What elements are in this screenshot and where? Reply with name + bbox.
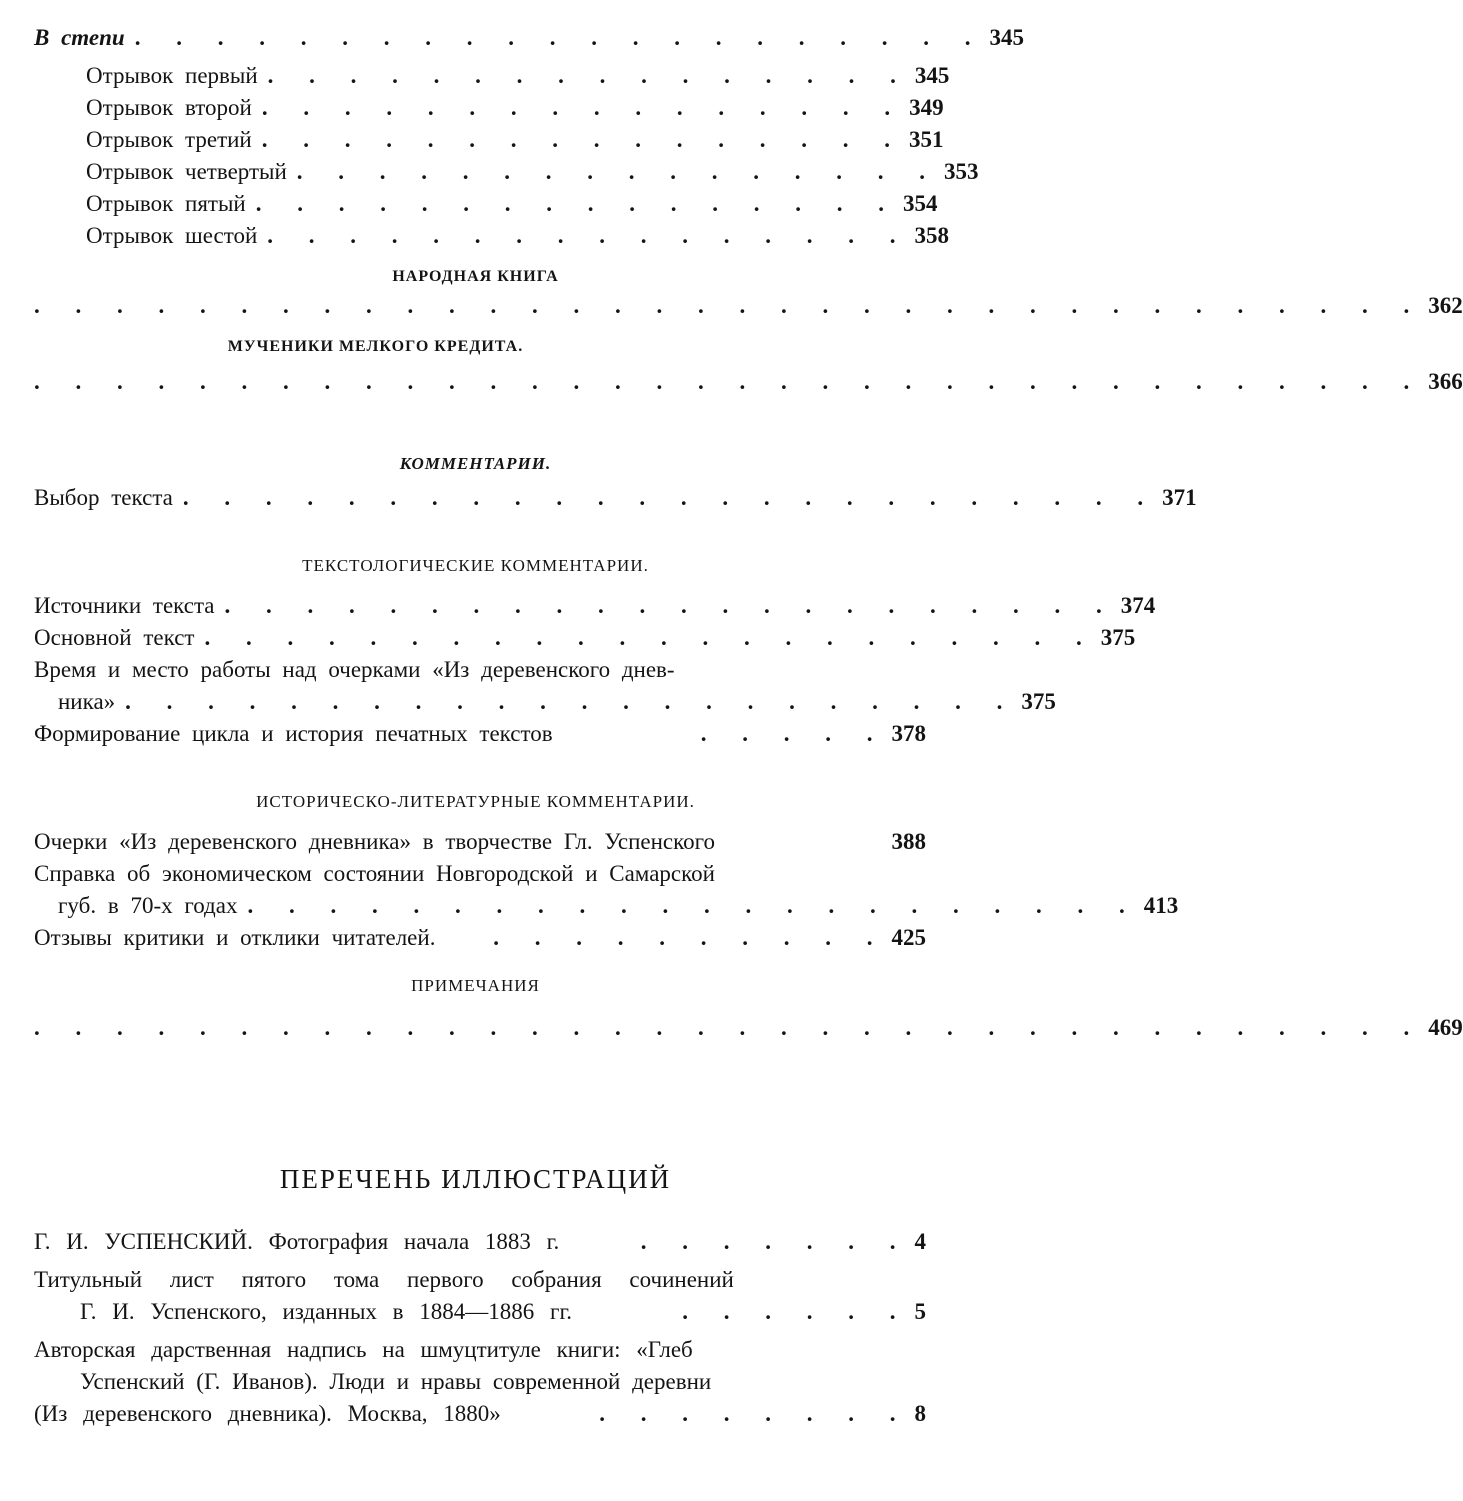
leader-dots: . . . . . . . . . . . . . . . . . . . . . . (204, 625, 1097, 650)
section-heading-historical: ИСТОРИЧЕСКО-ЛИТЕРАТУРНЫЕ КОММЕНТАРИИ. (256, 792, 695, 811)
leader-dots: . . . . . . (682, 1299, 911, 1324)
illustration-entry-2[interactable] (80, 1296, 926, 1328)
toc-entry-page: 362 (1428, 293, 1463, 318)
leader-dots: . . . . . . . . . . . . . . . . . . . . . . (247, 893, 1140, 918)
toc-entry-label: Основной текст (34, 625, 195, 650)
toc-entry-narodnaya-kniga[interactable] (34, 290, 1463, 322)
toc-entry-page: 354 (902, 191, 938, 216)
toc-entry-muchenik[interactable] (34, 366, 1463, 398)
toc-entry-page: 374 (1120, 593, 1156, 618)
toc-entry-fragment[interactable] (86, 60, 950, 92)
toc-entry-label: Очерки «Из деревенского дневника» в творчестве Гл. Успенского (34, 829, 715, 854)
toc-entry-label: Отрывок третий (86, 127, 252, 152)
toc-entry-label: ника» (58, 689, 116, 714)
toc-entry-fragment[interactable] (86, 220, 950, 252)
toc-entry-fragment[interactable] (86, 156, 979, 188)
toc-entry-fragment[interactable] (86, 92, 944, 124)
leader-dots: . . . . . . . (640, 1229, 911, 1254)
toc-entry-label: Отрывок четвертый (86, 159, 287, 184)
toc-entry-label: Отрывок первый (86, 63, 258, 88)
toc-entry-page: 371 (1162, 485, 1197, 510)
leader-dots: . . . . . . . . . . . . . . . . . . . . . . . . . . . . . . . . . . (34, 1015, 1425, 1040)
illustration-entry-3[interactable] (34, 1398, 926, 1430)
toc-entry-osnovnoy[interactable] (34, 622, 1136, 654)
toc-entry-fragment[interactable] (86, 124, 944, 156)
toc-entry-spravka[interactable] (58, 890, 1179, 922)
leader-dots: . . . . . . . . . . . . . . . . (255, 191, 899, 216)
toc-entry-otzyvy[interactable] (34, 922, 926, 954)
toc-entry-page: 366 (1428, 369, 1463, 394)
toc-entry-notes[interactable] (34, 1012, 1463, 1044)
toc-entry-label: губ. в 70-х годах (58, 893, 238, 918)
illustration-entry-3-line1: Авторская дарственная надпись на шмуцтитуле книги: «Глеб (34, 1337, 693, 1362)
leader-dots: . . . . . . . . . . . . . . . . . . . . . . (125, 689, 1018, 714)
toc-entry-page: 345 (989, 25, 1024, 50)
illustration-page: 8 (914, 1401, 926, 1426)
toc-entry-label: Формирование цикла и история печатных текстов (34, 721, 553, 746)
leader-dots: . . . . . . . . (599, 1401, 911, 1426)
toc-entry-ocherki[interactable] (34, 826, 926, 858)
toc-entry-vremya-line1: Время и место работы над очерками «Из деревенского днев- (34, 657, 675, 682)
illustration-label: Г. И. Успенского, изданных в 1884—1886 гг. (80, 1299, 573, 1324)
leader-dots: . . . . . . . . . . (493, 925, 888, 950)
section-heading-muchenik: МУЧЕНИКИ МЕЛКОГО КРЕДИТА. (227, 338, 524, 355)
toc-entry-label: Источники текста (34, 593, 215, 618)
leader-dots: . . . . . . . . . . . . . . . . (261, 127, 905, 152)
section-heading-notes: ПРИМЕЧАНИЯ (411, 976, 540, 995)
toc-entry-vybor-teksta[interactable] (34, 482, 1197, 514)
illustrations-heading: ПЕРЕЧЕНЬ ИЛЛЮСТРАЦИЙ (279, 1164, 672, 1194)
leader-dots: . . . . . . . . . . . . . . . . . . . . . . . . . . . . . . . . . . (34, 293, 1425, 318)
toc-entry-formirovanie[interactable] (34, 718, 926, 750)
toc-entry-label: Отрывок второй (86, 95, 252, 120)
leader-dots: . . . . . . . . . . . . . . . . (296, 159, 941, 184)
illustration-label: (Из деревенского дневника). Москва, 1880» (34, 1401, 501, 1426)
toc-entry-page: 345 (914, 63, 950, 88)
toc-entry-page: 375 (1021, 689, 1056, 714)
toc-entry-label: Отрывок пятый (86, 191, 246, 216)
section-heading-narodnaya-kniga: НАРОДНАЯ КНИГА (392, 268, 559, 285)
illustration-label: Г. И. УСПЕНСКИЙ. Фотография начала 1883 г. (34, 1229, 560, 1254)
toc-entry-label: Отзывы критики и отклики читателей. (34, 925, 436, 950)
illustration-entry-1[interactable] (34, 1226, 926, 1258)
leader-dots: . . . . . . . . . . . . . . . . (267, 223, 911, 248)
toc-entry-page: 349 (909, 95, 944, 120)
leader-dots: . . . . . . . . . . . . . . . . (267, 63, 911, 88)
toc-entry-label: Выбор текста (34, 485, 173, 510)
toc-entry-istochniki[interactable] (34, 590, 1156, 622)
leader-dots: . . . . . . . . . . . . . . . . . . . . . (134, 25, 986, 50)
toc-entry-page: 413 (1143, 893, 1179, 918)
section-heading-comments: КОММЕНТАРИИ. (399, 454, 552, 473)
leader-dots: . . . . . . . . . . . . . . . . . . . . . . . . . . . . . . . . . . (34, 369, 1425, 394)
illustration-entry-3-line2: Успенский (Г. Иванов). Люди и нравы современной деревни (80, 1369, 712, 1394)
toc-entry-page: 469 (1428, 1015, 1463, 1040)
toc-entry-page: 375 (1100, 625, 1136, 650)
toc-entry-vremya[interactable] (58, 686, 1056, 718)
toc-entry-label: Отрывок шестой (86, 223, 258, 248)
toc-entry-fragment[interactable] (86, 188, 938, 220)
section-heading-textological: ТЕКСТОЛОГИЧЕСКИЕ КОММЕНТАРИИ. (302, 556, 649, 575)
toc-entry-page: 353 (944, 159, 979, 184)
illustration-entry-2-line1: Титульный лист пятого тома первого собрания сочинений (34, 1267, 734, 1292)
illustration-page: 4 (914, 1229, 926, 1254)
toc-entry-spravka-line1: Справка об экономическом состоянии Новгородской и Самарской (34, 861, 715, 886)
leader-dots: . . . . . . . . . . . . . . . . . . . . . . . . (182, 485, 1159, 510)
illustration-page: 5 (914, 1299, 926, 1324)
toc-entry-page: 425 (891, 925, 926, 950)
toc-entry-page: 388 (891, 829, 926, 854)
toc-entry-page: 378 (891, 721, 926, 746)
leader-dots: . . . . . . . . . . . . . . . . . . . . . . (224, 593, 1117, 618)
toc-entry-page: 351 (908, 127, 944, 152)
toc-entry-label: В степи (34, 25, 125, 50)
leader-dots: . . . . . . . . . . . . . . . . (261, 95, 906, 120)
toc-entry-page: 358 (914, 223, 950, 248)
leader-dots: . . . . . (700, 721, 888, 746)
toc-entry-v-stepi[interactable] (34, 22, 1024, 54)
